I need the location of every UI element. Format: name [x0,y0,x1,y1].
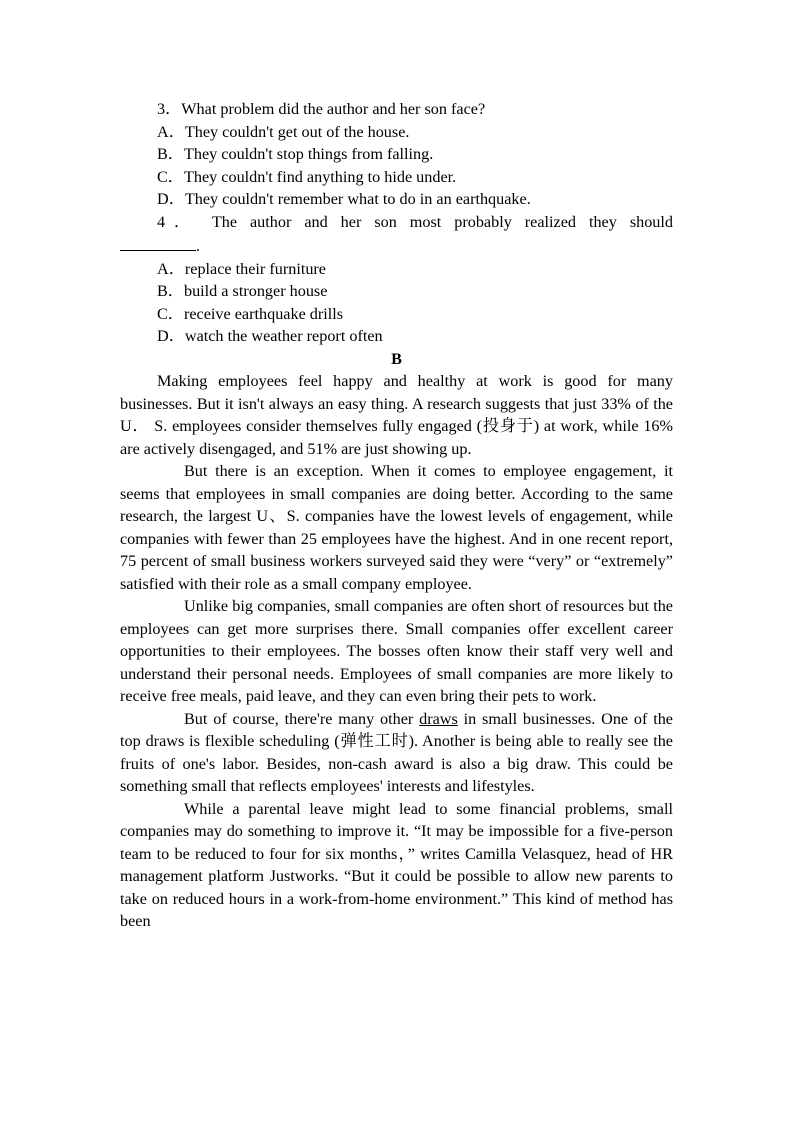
question-4-stem: 4． The author and her son most probably realized they should [157,212,673,231]
passage-paragraph-3: Unlike big companies, small companies are often short of resources but the employees can get more surprises there. Small companies offer excellent career opportunities to their employees. The bosses often know their staff very well and understand their personal needs. Employees of small companies are more likely to receive free meals, paid leave, and they can even bring their pets to work. [120,597,673,705]
document-page [120,98,673,933]
question-4-blank-line [120,233,673,258]
question-4-stem-end: . [196,237,201,255]
question-4-option-b: B．build a stronger house [157,282,328,300]
question-3-option-d: D．They couldn't remember what to do in an earthquake. [157,190,531,208]
passage-paragraph-2: But there is an exception. When it comes to employee engagement, it seems that employees in small companies are doing better. According to the same research, the largest U、S. companies have the lowest levels of engagement, while companies with fewer than 25 employees have the highest. And in one recent report, 75 percent of small business workers surveyed said they were “very” or “extremely” satisfied with their role as a small company employee. [120,462,673,593]
question-4-option-a: A．replace their furniture [157,259,326,278]
question-3-option-c: C．They couldn't find anything to hide under. [157,167,457,186]
question-3-stem: 3．What problem did the author and her son face? [157,100,486,118]
answer-blank [120,233,196,251]
question-4-option-c: C．receive earthquake drills [157,304,344,323]
passage-paragraph-4-rest: in small businesses. One of the top draws is flexible scheduling (弹性工时). Another is being able to really see the fruits of one's labor. Besides, non-cash award is also a big draw. This could be something small that reflects employees' interests and lifestyles. [120,709,673,795]
passage-paragraph-1: Making employees feel happy and healthy at work is good for many businesses. But it isn't always an easy thing. A research suggests that just 33% of the U． S. employees consider themselves fully engaged (投身于) at work, while 16% are actively disengaged, and 51% are just showing up. [120,372,673,458]
passage-paragraph-5: While a parental leave might lead to some financial problems, small companies may do something to improve it. “It may be impossible for a five-person team to be reduced to four for six months，” writes Camilla Velasquez, head of HR management platform Justworks. “But it could be possible to allow new parents to take on reduced hours in a work-from-home environment.” This kind of method has been [120,799,673,930]
passage-paragraph-4 [120,708,673,798]
passage-paragraph-4-start: But of course, there're many other [184,709,420,728]
section-heading: B [391,349,402,368]
question-3-option-a: A．They couldn't get out of the house. [157,122,410,141]
underlined-word-draws: draws [419,709,458,728]
question-4-option-d: D．watch the weather report often [157,327,383,345]
question-3-option-b: B．They couldn't stop things from falling. [157,145,434,163]
